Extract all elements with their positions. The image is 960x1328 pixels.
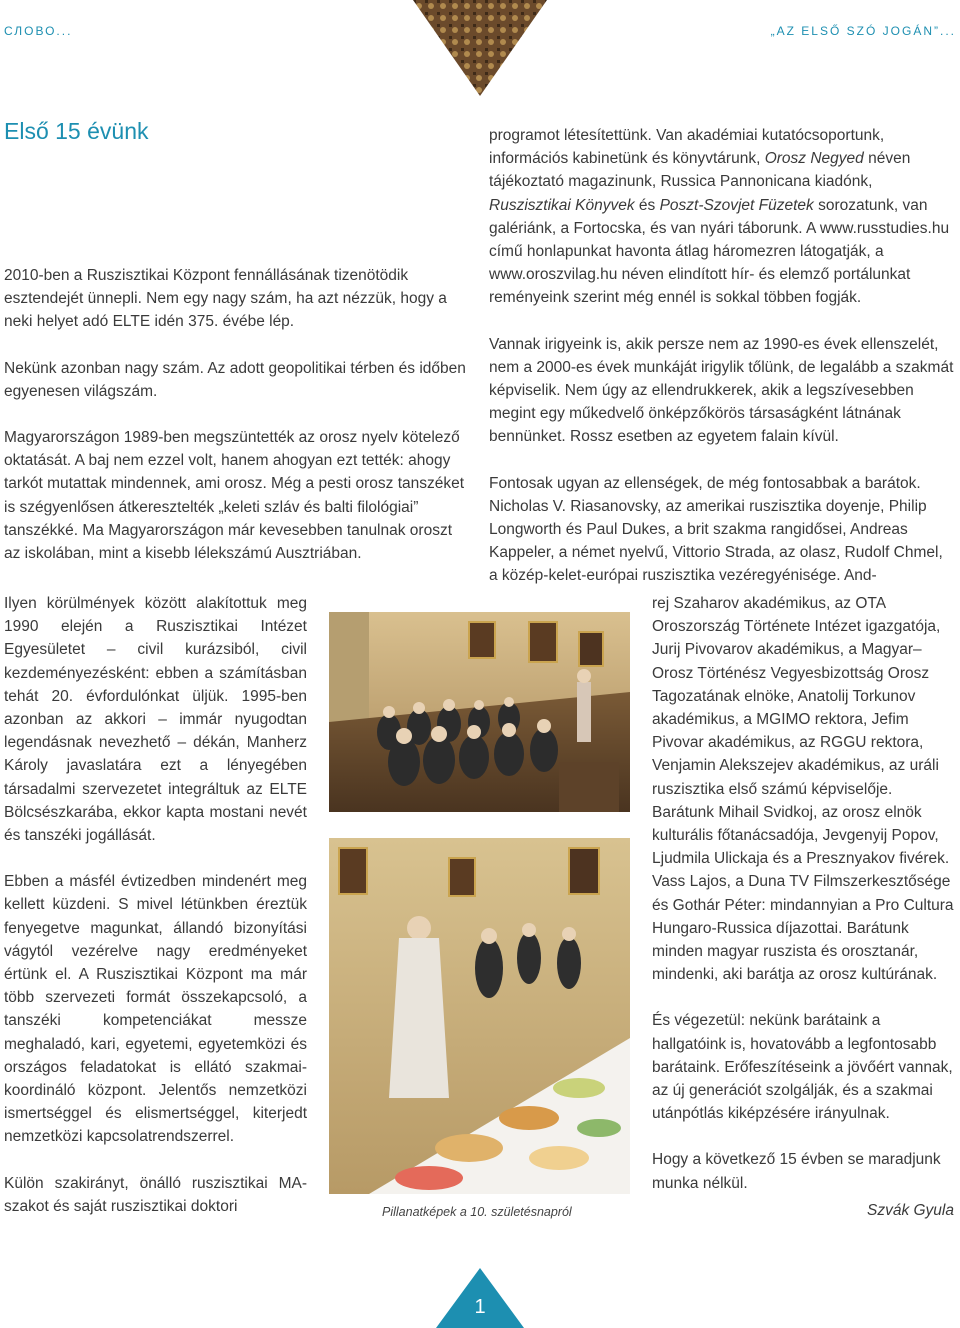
- photo-audience: [329, 612, 630, 812]
- paragraph: rej Szaharov akadémikus, az OTA Oroszország Története Intézet igazgatója, Jurij Pivovarov akadémikus, a Magyar–Orosz Történész Vegyesbizottság Orosz Tagozatának elnöke, Anatolij Torkunov akadémikus, a MGIMO rektora, Jefim Pivovar akadémikus, az RGGU rektora, Venjamin Alekszejev akadémikus, az uráli ruszisztika első számú képviselője. Barátunk Mihail Svidkoj, az orosz elnök kulturális főtanácsadója, Jevgenyij Popov, Ljudmila Ulickaja és a Presznyakov fivérek. Vass Lajos, a Duna TV Filmszerkesztősége és Gothár Péter: mindannyian a Pro Cultura Hungaro-Russica díjazottai. Barátunk minden magyar ruszista és orosztanár, mindenki, aki barátja az orosz kultúrának.: [652, 595, 954, 984]
- page-number: 1: [474, 1296, 486, 1318]
- running-header-left: СЛОВО...: [4, 24, 73, 38]
- photo-buffet: [329, 838, 630, 1194]
- paragraph: Magyarországon 1989-ben megszüntették az orosz nyelv kötelező oktatását. A baj nem ezzel volt, hanem ahogyan ezt tették: ahogy tarkót mutattak mindennek, ami orosz. Még a pesti orosz tanszéket is szégyenlősen átkeresztelték „keleti szláv és balti filológiai” tanszékké. Ma Magyarországon már kevesebben tanulnak oroszt az iskolában, mint a kisebb lélekszámú Ausztriában.: [4, 429, 465, 563]
- header-ornament: [413, 0, 547, 96]
- left-column-top: [4, 264, 470, 588]
- paragraph: Külön szakirányt, önálló ruszisztikai MA-szakot és saját ruszisztikai doktori: [4, 1174, 307, 1215]
- running-header-right: „AZ ELSŐ SZÓ JOGÁN”...: [770, 24, 956, 38]
- paragraph: Hogy a következő 15 évben se maradjunk munka nélkül.: [652, 1151, 941, 1192]
- paragraph: Ebben a másfél évtizedben mindenért meg kellett küzdeni. S mivel létünkben éreztük fenyegetve magunkat, állandó bizonyítási vágytól vezérelve nagy eredményeket értünk el. A Ruszisztikai Központ ma már több szervezeti formát összekapcsoló, a tanszéki kompetenciákat messze meghaladó, kari, egyetemi, egyetemközi és országos feladatokat is ellátó szakmai-koordináló központ. Jelentős nemzetközi ismertséggel és elismertséggel, kiterjedt nemzetközi kapcsolatrendszerrel.: [4, 873, 307, 1146]
- paragraph: Ilyen körülmények között alakítottuk meg 1990 elején a Ruszisztikai Intézet Egyesületet – civil kurázsiból, civil kezdeményezésként: ebben a számításban tehát 20. évfordulónkat üljük. 1995-ben azonban az akkori – immár nyugodtan legendásnak nevezhető – dékán, Manherz Károly javaslatára ezt a lényegében társadalmi szervezetet integráltuk az ELTE Bölcsészkarába, ekkor kapta mostani nevét és tanszéki jogállását.: [4, 595, 307, 845]
- right-column-top: [489, 124, 955, 588]
- paragraph: Vannak irigyeink is, akik persze nem az 1990-es évek ellenszelét, nem a 2000-es évek munkáját irigylik tőlünk, de legalább a szakmát képviselik. Nem úgy az ellendrukkerek, akik a legszívesebben megint egy műkedvelő önképzőkörös társaságként látnának bennünket. Rossz esetben az egyetem falain kívül.: [489, 335, 954, 446]
- paragraph: És végezetül: nekünk barátaink a hallgatóink is, hovatovább a legfontosabb barátaink. Erőfeszítéseink a jövőért vannak, az új generációt szolgálják, és a szakmai utánpótlás kiképzésére irányulnak.: [652, 1012, 953, 1123]
- paragraph: Fontosak ugyan az ellenségek, de még fontosabbak a barátok. Nicholas V. Riasanovsky, az amerikai ruszisztika doyenje, Philip Longworth és Paul Dukes, a brit szakma rangidősei, Andreas Kappeler, a német nyelvű, Vittorio Strada, az olasz, Rudolf Chmel, a közép-kelet-európai ruszisztika vezéregyénisége. And-: [489, 474, 943, 585]
- left-column-narrow: [4, 592, 307, 1218]
- author-signature: Szvák Gyula: [866, 1202, 954, 1219]
- paragraph: Nekünk azonban nagy szám. Az adott geopolitikai térben és időben egyenesen világszám.: [4, 359, 466, 400]
- paragraph: programot létesítettünk. Van akadémiai kutatócsoportunk, információs kabinetünk és könyvtárunk, Orosz Negyed néven tájékoztató magazinunk, Russica Pannonicana kiadónk, Ruszisztikai Könyvek és Poszt-Szovjet Füzetek sorozatunk, van galériánk, a Fortocska, és van nyári táborunk. A www.russtudies.hu című honlapunkat havonta átlag háromezren látogatják, a www.oroszvilag.hu néven elindított hír- és elemző portálunkat reményeink szerint még ennél is sokkal többen fogják.: [489, 127, 950, 307]
- right-column-narrow: [652, 592, 956, 1195]
- photo-caption: Pillanatképek a 10. születésnapról: [382, 1205, 572, 1219]
- article-title: Első 15 évünk: [4, 118, 149, 144]
- paragraph: 2010-ben a Ruszisztikai Központ fennállásának tizenötödik esztendejét ünnepli. Nem egy nagy szám, ha azt nézzük, hogy a neki helyet adó ELTE idén 375. évébe lép.: [4, 267, 447, 331]
